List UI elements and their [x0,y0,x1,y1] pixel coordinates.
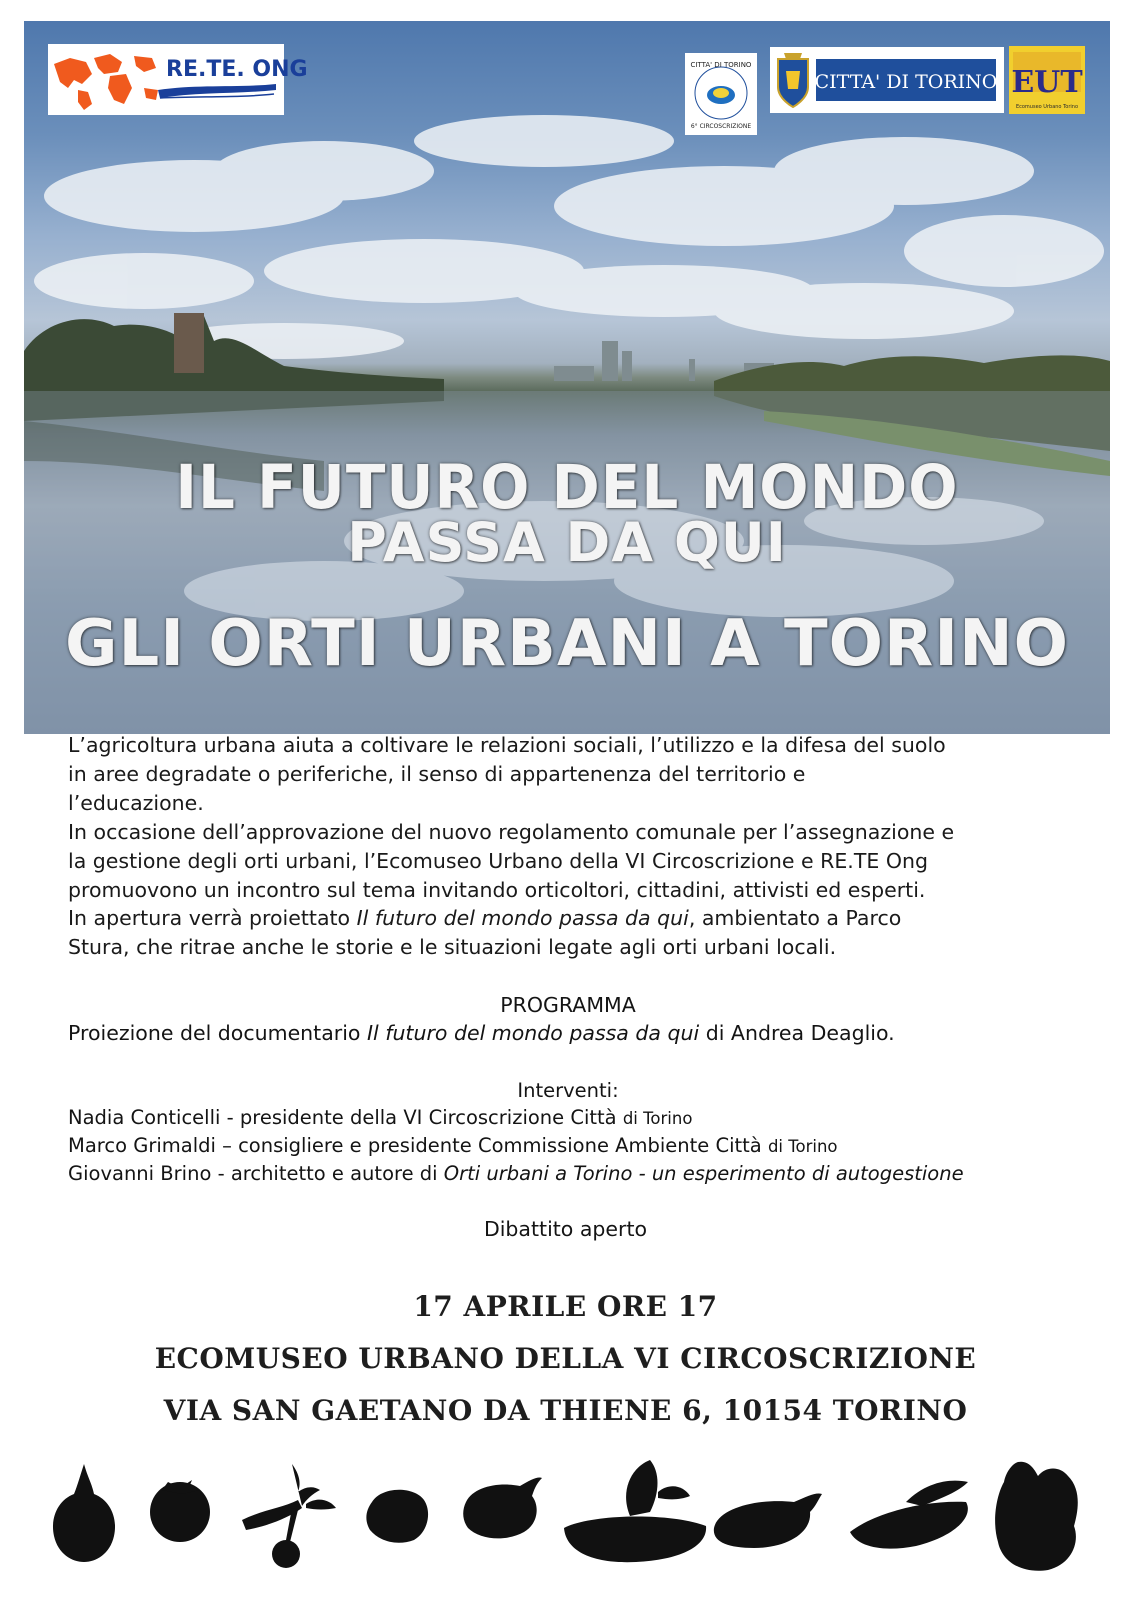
interventi-heading: Interventi: [517,1079,619,1102]
speaker-item: Giovanni Brino - architetto e autore di Orti urbani a Torino - un esperimento di autogestione [68,1162,964,1185]
event-date: 17 APRILE ORE 17 [413,1290,718,1323]
hero-title-line2: PASSA DA QUI [347,511,787,574]
svg-text:6° CIRCOSCRIZIONE: 6° CIRCOSCRIZIONE [690,123,752,130]
hero-subtitle: GLI ORTI URBANI A TORINO [64,607,1070,681]
text-line: Stura, che ritrae anche le storie e le situazioni legate agli orti urbani locali. [68,935,837,960]
text-line: promuovono un incontro sul tema invitando orticoltori, cittadini, attivisti ed esperti. [68,877,926,902]
text-line: la gestione degli orti urbani, l’Ecomuseo Urbano della VI Circoscrizione e RE.TE Ong [68,848,928,873]
pepper-icon [362,1482,434,1546]
zucchini-icon [560,1452,710,1580]
rete-ong-logo [48,44,308,115]
speaker-item: Nadia Conticelli - presidente della VI Circoscrizione Città di Torino [68,1106,693,1129]
circoscrizione-logo [685,53,757,135]
onion-icon [48,1460,120,1564]
pepper-icon [460,1472,544,1546]
text-line: L’agricoltura urbana aiuta a coltivare le relazioni sociali, l’utilizzo e la difesa del suolo [68,733,946,757]
tomato-icon [148,1472,212,1544]
corn-icon [846,1472,976,1562]
event-address: VIA SAN GAETANO DA THIENE 6, 10154 TORINO [163,1394,968,1427]
citta-di-torino-logo [770,47,1004,113]
dibattito-aperto: Dibattito aperto [483,1217,648,1241]
lettuce-icon [988,1456,1088,1576]
eut-ecomuseo-logo [1009,46,1085,114]
text-line: in aree degradate o periferiche, il senso di appartenenza del territorio e [68,761,806,786]
svg-text:EUT: EUT [1011,65,1083,100]
eggplant-icon [708,1482,824,1552]
film-title: Il futuro del mondo passa da qui [356,906,689,931]
text-line: In occasione dell’approvazione del nuovo regolamento comunale per l’assegnazione e [68,819,955,844]
programma-line: Proiezione del documentario Il futuro del mondo passa da qui di Andrea Deaglio. [68,1021,895,1045]
documentary-title: Il futuro del mondo passa da qui [366,1021,700,1045]
event-venue: ECOMUSEO URBANO DELLA VI CIRCOSCRIZIONE [154,1342,977,1375]
book-title: Orti urbani a Torino - un esperimento di autogestione [443,1162,964,1185]
intro-paragraph [68,731,1068,962]
text-line: In apertura verrà proiettato Il futuro del mondo passa da qui, ambientato a Parco [68,906,902,931]
svg-text:CITTA' DI TORINO: CITTA' DI TORINO [814,71,998,93]
svg-text:Ecomuseo Urbano Torino: Ecomuseo Urbano Torino [1015,104,1079,110]
speaker-item: Marco Grimaldi – consigliere e presidente Commissione Ambiente Città di Torino [68,1134,838,1157]
hero-image [24,21,1110,734]
hero-title-line1: IL FUTURO DEL MONDO [175,451,959,523]
svg-text:RE.TE. ONG: RE.TE. ONG [166,57,308,82]
programma-section [68,991,1068,1047]
programma-heading: PROGRAMMA [500,993,636,1017]
svg-text:CITTA' DI TORINO: CITTA' DI TORINO [690,61,752,69]
interventi-section [68,1077,1068,1187]
carrot-radish-icon [232,1460,342,1580]
vegetable-silhouettes [40,1452,1100,1580]
text-line: l’educazione. [68,790,204,815]
